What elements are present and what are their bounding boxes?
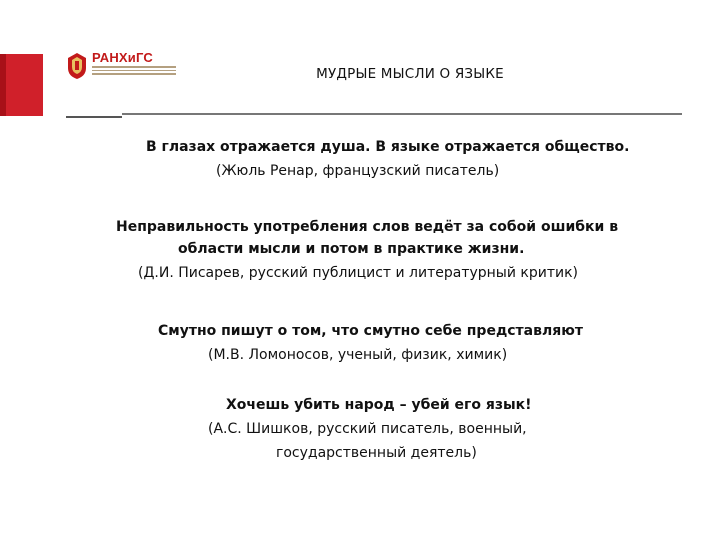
page-title: МУДРЫЕ МЫСЛИ О ЯЗЫКЕ <box>316 66 504 82</box>
quote-4-author-line2: государственный деятель) <box>276 445 477 461</box>
divider-accent <box>66 116 122 118</box>
quote-4-text: Хочешь убить народ – убей его язык! <box>226 397 532 413</box>
quote-2-text-line2: области мысли и потом в практике жизни. <box>178 241 525 257</box>
quote-3-text: Смутно пишут о том, что смутно себе представляют <box>158 323 583 339</box>
quote-1-text: В глазах отражается душа. В языке отражается общество. <box>146 139 630 155</box>
quote-2-author: (Д.И. Писарев, русский публицист и литературный критик) <box>138 265 579 281</box>
red-accent-bar <box>0 54 43 116</box>
quote-4-author-line1: (А.С. Шишков, русский писатель, военный, <box>208 421 527 437</box>
quote-1-author: (Жюль Ренар, французский писатель) <box>216 163 500 179</box>
quote-2-text-line1: Неправильность употребления слов ведёт за собой ошибки в <box>116 219 619 235</box>
quote-3-author: (М.В. Ломоносов, ученый, физик, химик) <box>208 347 508 363</box>
divider-line <box>122 113 682 115</box>
logo-wordmark: РАНХиГС <box>92 50 153 65</box>
